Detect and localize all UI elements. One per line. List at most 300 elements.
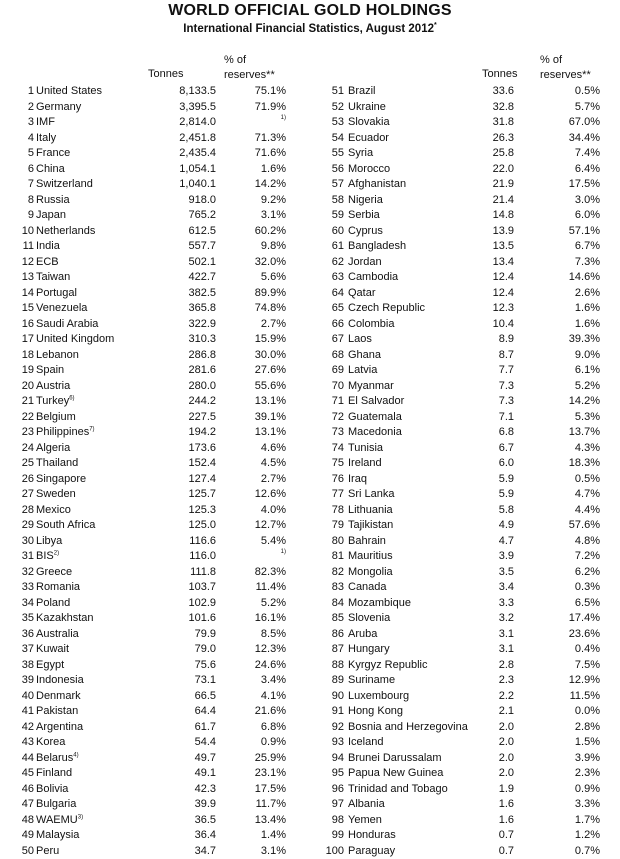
reserves-pct-cell [230, 658, 286, 674]
country-name: Albania [348, 798, 385, 810]
table-row [318, 658, 618, 674]
reserves-pct-cell [544, 720, 600, 736]
country-name: WAEMU [36, 814, 78, 826]
reserves-pct-value: 6.4% [575, 163, 600, 175]
right-rows [318, 84, 618, 859]
country-name: Japan [36, 209, 66, 221]
table-row [318, 766, 618, 782]
reserves-pct-cell [230, 565, 286, 581]
tonnes-cell: 101.6 [146, 611, 216, 627]
rank-cell: 15 [12, 301, 34, 317]
reserves-pct-value: 27.6% [255, 364, 286, 376]
country-cell [348, 348, 381, 364]
tonnes-cell: 12.3 [444, 301, 514, 317]
tonnes-cell: 173.6 [146, 441, 216, 457]
reserves-pct-value: 1.6% [575, 318, 600, 330]
table-row [318, 146, 618, 162]
rank-cell: 41 [12, 704, 34, 720]
rank-cell: 28 [12, 503, 34, 519]
country-cell [36, 503, 71, 519]
country-cell [36, 379, 70, 395]
reserves-pct-value: 57.1% [569, 225, 600, 237]
country-name: Portugal [36, 287, 77, 299]
country-cell [36, 317, 98, 333]
country-cell [348, 487, 394, 503]
reserves-pct-value: 55.6% [255, 380, 286, 392]
tonnes-cell: 21.4 [444, 193, 514, 209]
country-name: Honduras [348, 829, 396, 841]
reserves-pct-cell [544, 441, 600, 457]
country-cell [36, 642, 69, 658]
footnote-mark: 7) [89, 426, 94, 432]
reserves-pct-value: 0.9% [261, 736, 286, 748]
country-cell [348, 456, 382, 472]
reserves-pct-value: 5.7% [575, 101, 600, 113]
country-cell [348, 177, 406, 193]
country-cell [36, 596, 70, 612]
tonnes-cell: 227.5 [146, 410, 216, 426]
reserves-pct-value: 13.1% [255, 395, 286, 407]
rank-cell: 30 [12, 534, 34, 550]
table-row [318, 797, 618, 813]
table-row [318, 689, 618, 705]
reserves-pct-cell [230, 363, 286, 379]
rank-cell: 54 [318, 131, 344, 147]
table-row [12, 565, 312, 581]
table-row [12, 751, 312, 767]
table-row [12, 611, 312, 627]
reserves-pct-value: 3.4% [261, 674, 286, 686]
table-row [318, 456, 618, 472]
country-cell [348, 642, 390, 658]
reserves-header-line2: reserves** [224, 69, 275, 81]
tonnes-cell: 3.1 [444, 627, 514, 643]
reserves-pct-cell [544, 332, 600, 348]
reserves-pct-cell [230, 813, 286, 829]
reserves-pct-value: 5.4% [261, 535, 286, 547]
table-row [12, 332, 312, 348]
country-name: Syria [348, 147, 373, 159]
country-cell [348, 766, 443, 782]
reserves-pct-value: 0.5% [575, 473, 600, 485]
tonnes-cell: 2.1 [444, 704, 514, 720]
reserves-pct-cell [230, 534, 286, 550]
reserves-pct-value: 0.5% [575, 85, 600, 97]
table-row [318, 224, 618, 240]
reserves-pct-value: 7.5% [575, 659, 600, 671]
table-row [318, 84, 618, 100]
country-cell [348, 534, 386, 550]
rank-cell: 7 [12, 177, 34, 193]
table-row [12, 689, 312, 705]
table-row [318, 162, 618, 178]
rank-cell: 37 [12, 642, 34, 658]
reserves-pct-value: 1.6% [261, 163, 286, 175]
country-cell [348, 270, 398, 286]
tonnes-cell: 8.9 [444, 332, 514, 348]
country-name: India [36, 240, 60, 252]
tonnes-cell: 79.9 [146, 627, 216, 643]
reserves-pct-cell [230, 239, 286, 255]
table-row [318, 565, 618, 581]
reserves-pct-value: 17.5% [569, 178, 600, 190]
reserves-pct-cell [230, 193, 286, 209]
country-cell [36, 255, 59, 271]
reserves-pct-cell [544, 317, 600, 333]
reserves-pct-cell [230, 596, 286, 612]
reserves-pct-cell [544, 193, 600, 209]
reserves-pct-value: 6.0% [575, 209, 600, 221]
country-name: Colombia [348, 318, 394, 330]
country-cell [36, 673, 84, 689]
reserves-pct-cell [230, 441, 286, 457]
table-row [12, 255, 312, 271]
rank-cell: 65 [318, 301, 344, 317]
rank-cell: 71 [318, 394, 344, 410]
reserves-pct-value: 57.6% [569, 519, 600, 531]
rank-cell: 55 [318, 146, 344, 162]
tonnes-cell: 66.5 [146, 689, 216, 705]
country-name: Tunisia [348, 442, 383, 454]
reserves-pct-cell [230, 673, 286, 689]
tonnes-cell: 281.6 [146, 363, 216, 379]
reserves-pct-value: 4.1% [261, 690, 286, 702]
reserves-pct-value: 6.7% [575, 240, 600, 252]
country-name: Trinidad and Tobago [348, 783, 448, 795]
tonnes-cell: 5.9 [444, 487, 514, 503]
reserves-pct-value: 4.7% [575, 488, 600, 500]
reserves-pct-value: 14.6% [569, 271, 600, 283]
table-row [318, 828, 618, 844]
country-name: China [36, 163, 65, 175]
reserves-pct-cell [230, 580, 286, 596]
reserves-pct-value: 6.5% [575, 597, 600, 609]
tonnes-cell: 125.0 [146, 518, 216, 534]
reserves-header [540, 53, 604, 83]
country-name: Brunei Darussalam [348, 752, 442, 764]
reserves-pct-cell [544, 518, 600, 534]
reserves-pct-value: 24.6% [255, 659, 286, 671]
country-cell [348, 394, 404, 410]
country-cell [36, 162, 65, 178]
reserves-pct-cell [544, 239, 600, 255]
country-name: Macedonia [348, 426, 402, 438]
rank-cell: 25 [12, 456, 34, 472]
table-row [318, 115, 618, 131]
right-column [318, 52, 618, 859]
country-name: Mauritius [348, 550, 393, 562]
rank-cell: 61 [318, 239, 344, 255]
table-row [318, 518, 618, 534]
country-cell [348, 782, 448, 798]
rank-cell: 79 [318, 518, 344, 534]
reserves-pct-cell [544, 689, 600, 705]
reserves-pct-value: 4.0% [261, 504, 286, 516]
country-name: Tajikistan [348, 519, 393, 531]
reserves-pct-cell [230, 828, 286, 844]
reserves-pct-cell [544, 534, 600, 550]
country-name: Italy [36, 132, 56, 144]
tonnes-cell: 422.7 [146, 270, 216, 286]
rank-cell: 45 [12, 766, 34, 782]
table-row [12, 84, 312, 100]
country-name: Kazakhstan [36, 612, 93, 624]
reserves-pct-value: 23.1% [255, 767, 286, 779]
reserves-pct-cell [544, 363, 600, 379]
tonnes-cell: 1.9 [444, 782, 514, 798]
table-row [318, 177, 618, 193]
table-row [12, 131, 312, 147]
rank-cell: 99 [318, 828, 344, 844]
rank-cell: 84 [318, 596, 344, 612]
rank-cell: 51 [318, 84, 344, 100]
table-row [12, 472, 312, 488]
rank-cell: 88 [318, 658, 344, 674]
country-cell [348, 301, 425, 317]
country-name: BIS [36, 550, 54, 562]
country-cell [348, 472, 367, 488]
rank-cell: 8 [12, 193, 34, 209]
reserves-pct-cell [230, 286, 286, 302]
rank-cell: 97 [318, 797, 344, 813]
reserves-pct-value: 9.2% [261, 194, 286, 206]
country-name: Canada [348, 581, 387, 593]
tonnes-cell: 102.9 [146, 596, 216, 612]
country-name: Netherlands [36, 225, 95, 237]
reserves-pct-cell [230, 410, 286, 426]
tonnes-cell: 2,814.0 [146, 115, 216, 131]
reserves-pct-value: 71.6% [255, 147, 286, 159]
rank-cell: 19 [12, 363, 34, 379]
reserves-pct-value: 30.0% [255, 349, 286, 361]
country-cell [36, 720, 83, 736]
reserves-pct-cell [230, 503, 286, 519]
reserves-pct-cell [544, 704, 600, 720]
subtitle [0, 22, 620, 35]
reserves-pct-cell [544, 844, 600, 859]
table-row [12, 735, 312, 751]
rank-cell: 10 [12, 224, 34, 240]
table-row [12, 146, 312, 162]
country-name: Paraguay [348, 845, 395, 857]
country-cell [36, 456, 78, 472]
reserves-pct-cell [544, 565, 600, 581]
tonnes-cell: 12.4 [444, 286, 514, 302]
reserves-pct-value: 75.1% [255, 85, 286, 97]
country-name: Germany [36, 101, 81, 113]
reserves-pct-value: 1.5% [575, 736, 600, 748]
country-cell [36, 410, 76, 426]
table-row [12, 534, 312, 550]
reserves-pct-cell [544, 410, 600, 426]
reserves-pct-cell [230, 751, 286, 767]
reserves-pct-cell [230, 472, 286, 488]
reserves-pct-cell [544, 797, 600, 813]
reserves-pct-value: 0.9% [575, 783, 600, 795]
tonnes-cell: 365.8 [146, 301, 216, 317]
reserves-pct-value: 0.7% [575, 845, 600, 857]
country-cell [348, 363, 377, 379]
reserves-pct-value: 5.3% [575, 411, 600, 423]
country-cell [348, 518, 393, 534]
rank-cell: 33 [12, 580, 34, 596]
reserves-pct-cell [230, 720, 286, 736]
table-row [318, 317, 618, 333]
country-name: Romania [36, 581, 80, 593]
reserves-pct-cell [544, 828, 600, 844]
tonnes-cell: 13.4 [444, 255, 514, 271]
table-row [318, 270, 618, 286]
tonnes-cell: 75.6 [146, 658, 216, 674]
tonnes-cell: 2,435.4 [146, 146, 216, 162]
country-cell [348, 565, 393, 581]
rank-cell: 89 [318, 673, 344, 689]
country-name: Ecuador [348, 132, 389, 144]
table-row [318, 503, 618, 519]
reserves-pct-value: 82.3% [255, 566, 286, 578]
tonnes-cell: 286.8 [146, 348, 216, 364]
tonnes-cell: 42.3 [146, 782, 216, 798]
right-column-header [318, 52, 618, 84]
country-name: Bulgaria [36, 798, 76, 810]
rank-cell: 77 [318, 487, 344, 503]
tonnes-cell: 6.8 [444, 425, 514, 441]
country-name: Czech Republic [348, 302, 425, 314]
country-name: Venezuela [36, 302, 87, 314]
reserves-pct-cell [544, 224, 600, 240]
reserves-pct-value: 60.2% [255, 225, 286, 237]
rank-cell: 56 [318, 162, 344, 178]
tonnes-cell: 1,040.1 [146, 177, 216, 193]
country-name: Guatemala [348, 411, 402, 423]
rank-cell: 44 [12, 751, 34, 767]
country-cell [348, 193, 383, 209]
table-row [12, 596, 312, 612]
tonnes-cell: 12.4 [444, 270, 514, 286]
reserves-pct-cell [230, 394, 286, 410]
country-name: Slovenia [348, 612, 390, 624]
rank-cell: 22 [12, 410, 34, 426]
country-name: Cyprus [348, 225, 383, 237]
subtitle-footnote-mark: * [434, 22, 437, 29]
tonnes-cell: 111.8 [146, 565, 216, 581]
reserves-pct-cell [544, 255, 600, 271]
table-row [12, 177, 312, 193]
tonnes-cell: 0.7 [444, 844, 514, 859]
reserves-pct-cell [544, 348, 600, 364]
reserves-pct-value: 18.3% [569, 457, 600, 469]
reserves-pct-cell [544, 642, 600, 658]
country-name: Slovakia [348, 116, 390, 128]
reserves-pct-cell [544, 456, 600, 472]
rank-cell: 20 [12, 379, 34, 395]
country-cell [348, 611, 390, 627]
reserves-pct-value: 4.8% [575, 535, 600, 547]
reserves-pct-cell [544, 208, 600, 224]
reserves-pct-value: 4.4% [575, 504, 600, 516]
table-row [12, 224, 312, 240]
tonnes-cell: 7.7 [444, 363, 514, 379]
country-name: ECB [36, 256, 59, 268]
country-cell [36, 472, 86, 488]
rank-cell: 69 [318, 363, 344, 379]
table-row [12, 394, 312, 410]
country-name: Ukraine [348, 101, 386, 113]
rank-cell: 82 [318, 565, 344, 581]
rank-cell: 98 [318, 813, 344, 829]
tonnes-header: Tonnes [482, 68, 517, 80]
tonnes-cell: 4.7 [444, 534, 514, 550]
tonnes-cell: 2,451.8 [146, 131, 216, 147]
reserves-pct-cell [544, 813, 600, 829]
tonnes-cell: 2.0 [444, 720, 514, 736]
reserves-pct-value: 3.9% [575, 752, 600, 764]
tonnes-cell: 3.9 [444, 549, 514, 565]
country-cell [36, 611, 93, 627]
table-row [12, 239, 312, 255]
table-row [12, 518, 312, 534]
country-name: Jordan [348, 256, 382, 268]
country-cell [348, 115, 390, 131]
table-row [318, 286, 618, 302]
reserves-pct-cell [230, 255, 286, 271]
country-cell [36, 301, 87, 317]
country-cell [36, 84, 102, 100]
tonnes-cell: 152.4 [146, 456, 216, 472]
rank-cell: 91 [318, 704, 344, 720]
country-cell [348, 797, 385, 813]
reserves-pct-cell [230, 379, 286, 395]
country-name: IMF [36, 116, 55, 128]
table-row [318, 131, 618, 147]
reserves-pct-value: 9.0% [575, 349, 600, 361]
page-title: WORLD OFFICIAL GOLD HOLDINGS [0, 2, 620, 20]
rank-cell: 96 [318, 782, 344, 798]
country-cell [348, 658, 427, 674]
table-row [12, 425, 312, 441]
country-cell [36, 286, 77, 302]
tonnes-cell: 73.1 [146, 673, 216, 689]
reserves-pct-cell [544, 782, 600, 798]
country-cell [348, 100, 386, 116]
country-cell [36, 394, 75, 410]
rank-cell: 74 [318, 441, 344, 457]
table-row [318, 410, 618, 426]
country-cell [348, 580, 387, 596]
country-name: Bahrain [348, 535, 386, 547]
country-cell [348, 379, 394, 395]
country-cell [348, 131, 389, 147]
country-name: Peru [36, 845, 59, 857]
table-row [12, 797, 312, 813]
reserves-pct-cell [544, 131, 600, 147]
table-row [318, 844, 618, 859]
country-name: Denmark [36, 690, 81, 702]
rank-cell: 14 [12, 286, 34, 302]
tonnes-cell: 2.0 [444, 751, 514, 767]
footnote-mark: 4) [73, 752, 78, 758]
reserves-pct-value: 71.3% [255, 132, 286, 144]
reserves-pct-value: 12.6% [255, 488, 286, 500]
country-name: Mexico [36, 504, 71, 516]
reserves-pct-value: 32.0% [255, 256, 286, 268]
reserves-pct-value: 74.8% [255, 302, 286, 314]
country-name: Russia [36, 194, 70, 206]
country-cell [348, 751, 442, 767]
reserves-header-line1: % of [540, 54, 562, 66]
reserves-pct-cell [230, 782, 286, 798]
table-row [12, 720, 312, 736]
